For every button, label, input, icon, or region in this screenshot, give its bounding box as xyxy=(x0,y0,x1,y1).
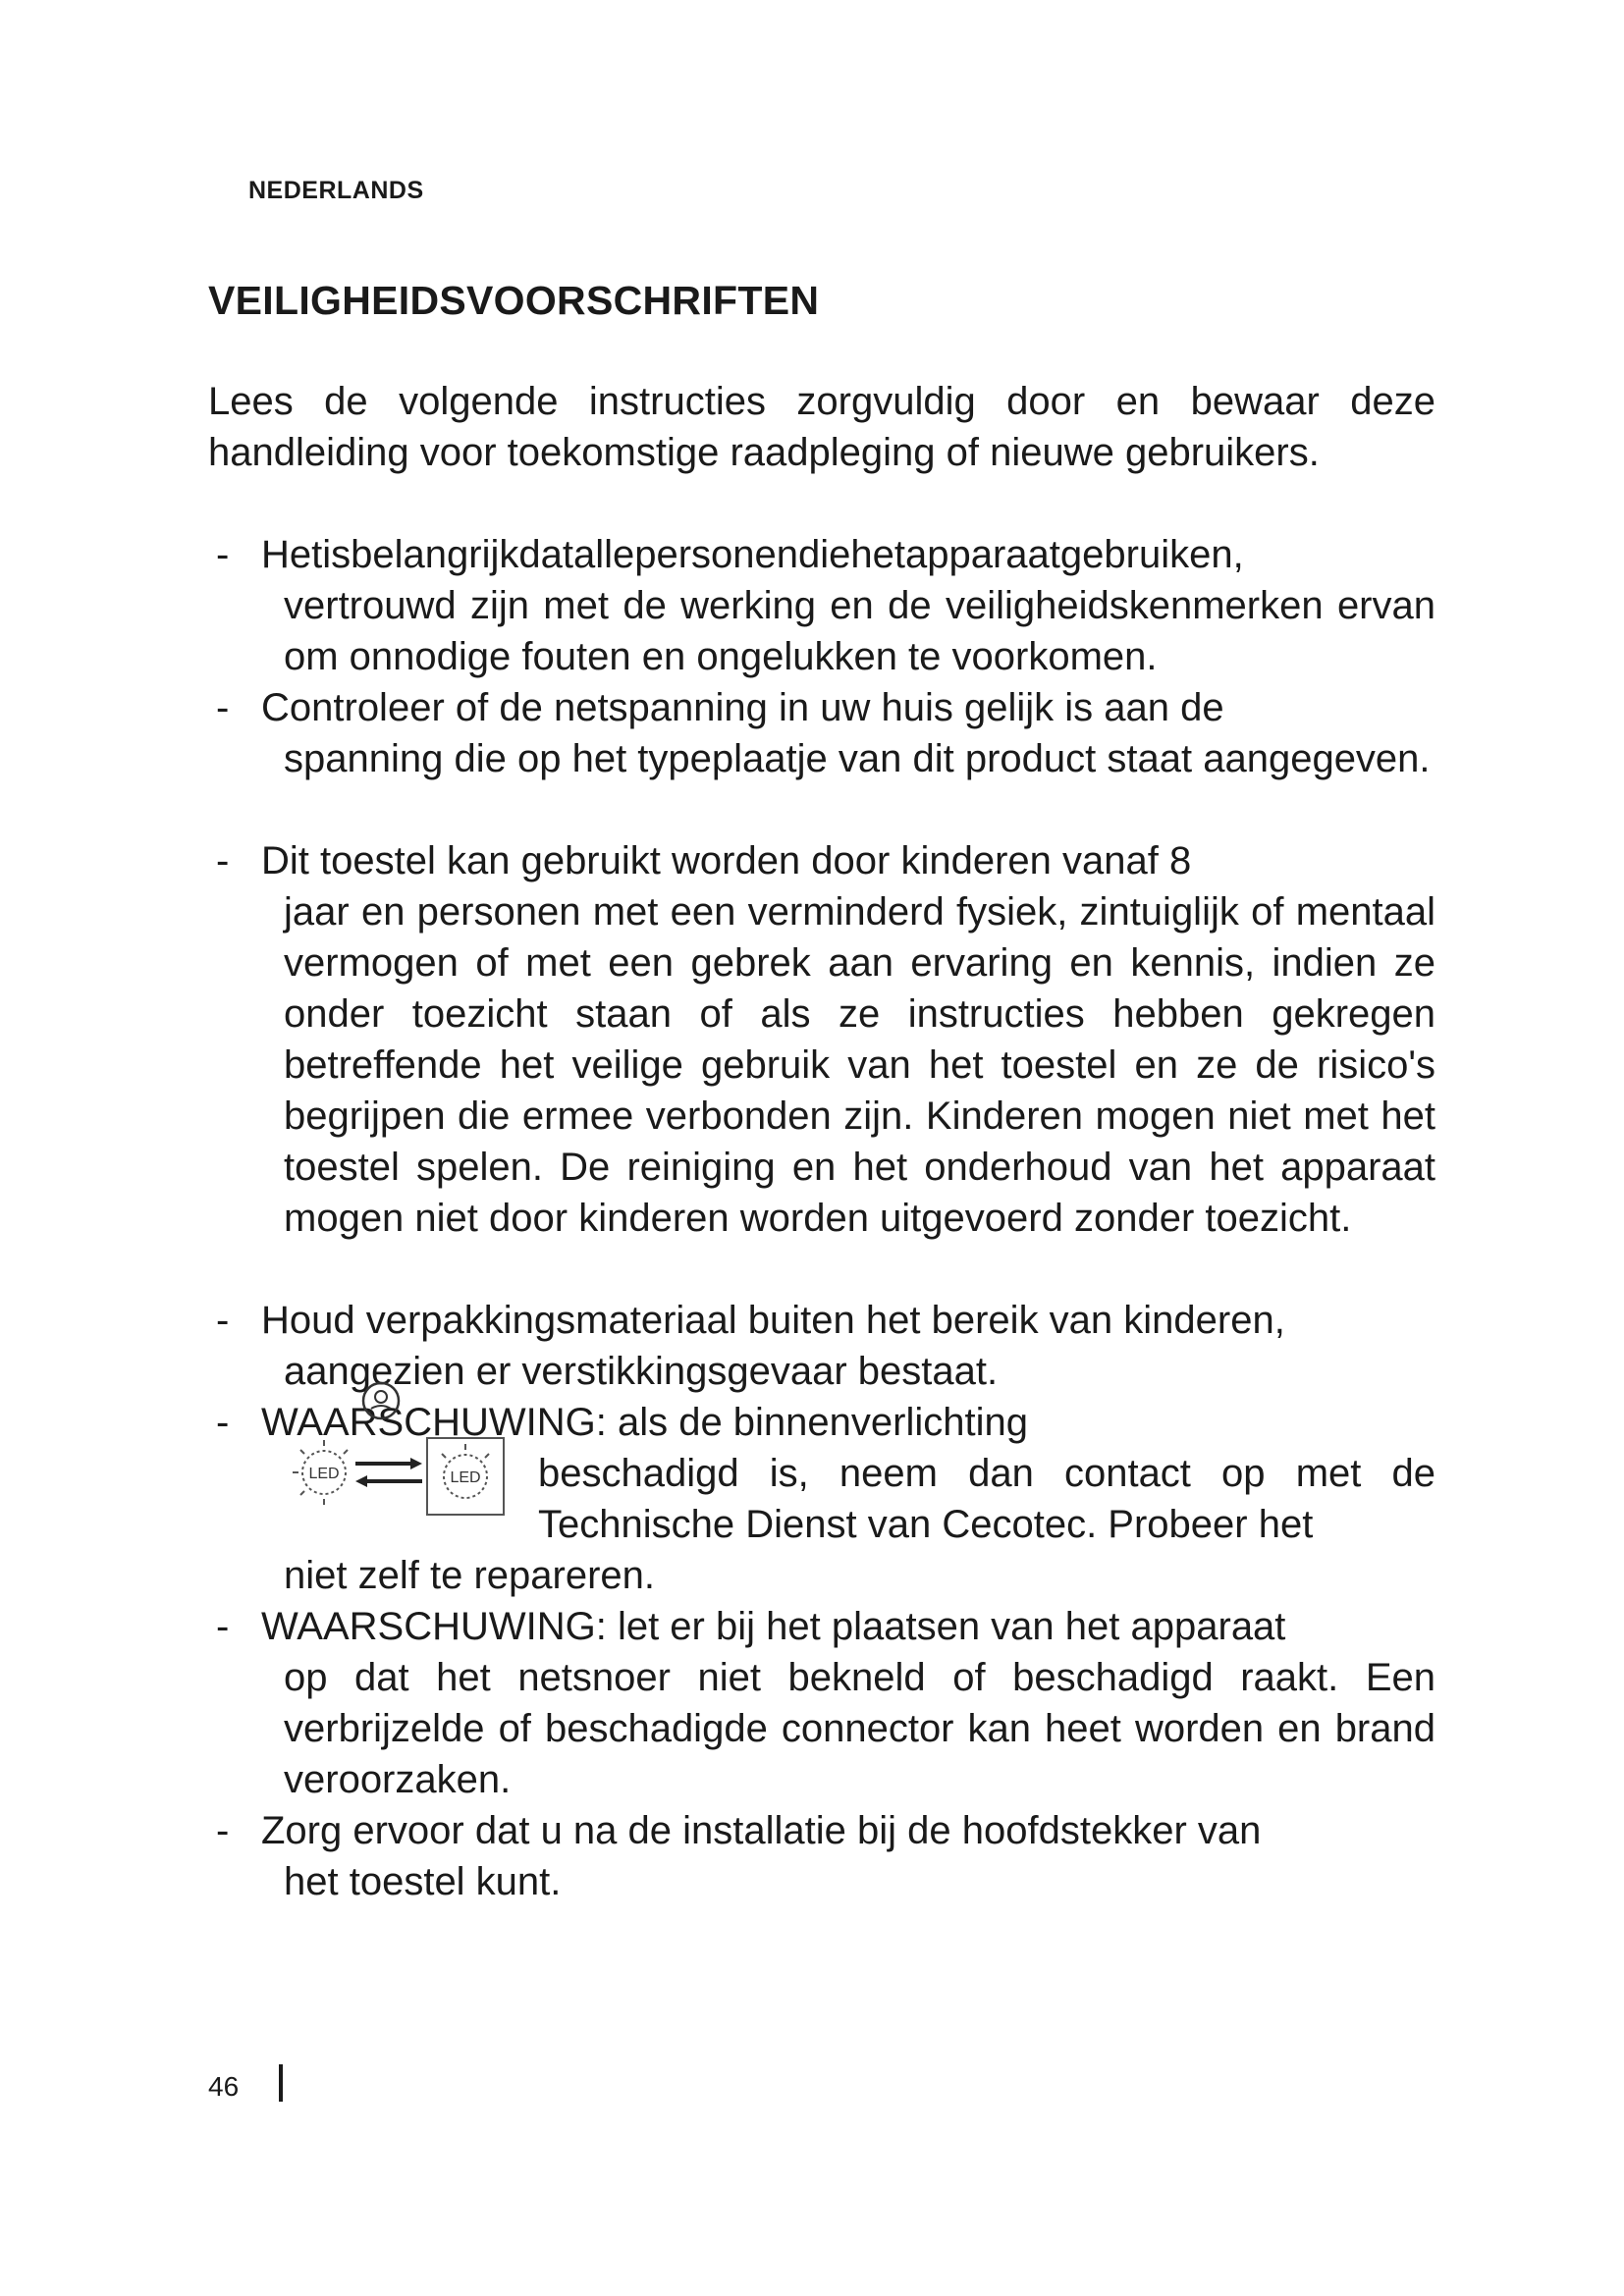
bullet-dash: - xyxy=(216,1299,230,1342)
item-continuation: vertrouwd zijn met de werking en de veiligheidskenmerken ervan om onnodige fouten en ongelukken te voorkomen. xyxy=(284,584,1435,678)
footer-divider xyxy=(279,2064,283,2102)
swap-arrows-icon xyxy=(355,1458,422,1487)
bullet-dash: - xyxy=(216,1605,230,1648)
list-item xyxy=(208,1805,1435,1907)
bullet-dash: - xyxy=(216,1809,230,1852)
item-continuation: jaar en personen met een verminderd fysiek, zintuiglijk of mentaal vermogen of met een gebrek aan ervaring en kennis, indien ze onder toezicht staan of als ze instructies hebben gekregen betreffende het veilige gebruik van het toestel en ze de risico's begrijpen die ermee verbonden zijn. Kinderen mogen niet met het toestel spelen. De reiniging en het onderhoud van het apparaat mogen niet door kinderen worden uitgevoerd zonder toezicht. xyxy=(284,890,1435,1240)
item-continuation: aangezien er verstikkingsgevaar bestaat. xyxy=(284,1350,999,1393)
item-first-line: Hetisbelangrijkdatallepersonendiehetapparaatgebruiken, xyxy=(261,533,1244,576)
item-first-line: WAARSCHUWING: als de binnenverlichting xyxy=(261,1401,1028,1444)
bullet-dash: - xyxy=(216,1401,230,1444)
item-first-line: WAARSCHUWING: let er bij het plaatsen van het apparaat xyxy=(261,1605,1286,1648)
item-continuation-tail: niet zelf te repareren. xyxy=(284,1554,655,1597)
intro-paragraph: Lees de volgende instructies zorgvuldig door en bewaar deze handleiding voor toekomstige raadpleging of nieuwe gebruikers. xyxy=(208,380,1435,474)
item-first-line: Zorg ervoor dat u na de installatie bij de hoofdstekker van xyxy=(261,1809,1262,1852)
list-item xyxy=(208,1601,1435,1805)
list-item xyxy=(208,682,1435,784)
led-replacement-icon xyxy=(285,1379,511,1536)
item-first-line: Dit toestel kan gebruikt worden door kinderen vanaf 8 xyxy=(261,839,1192,882)
page-number: 46 xyxy=(208,2071,240,2102)
list-item xyxy=(208,529,1435,682)
svg-text:LED: LED xyxy=(308,1466,340,1482)
bullet-dash: - xyxy=(216,686,230,729)
bullet-dash: - xyxy=(216,839,230,882)
item-continuation: spanning die op het typeplaatje van dit product staat aangegeven. xyxy=(284,737,1431,780)
led-right-icon xyxy=(427,1438,504,1515)
led-left-icon xyxy=(293,1440,348,1505)
item-first-line: Houd verpakkingsmateriaal buiten het bereik van kinderen, xyxy=(261,1299,1285,1342)
bullet-dash: - xyxy=(216,533,230,576)
item-continuation: het toestel kunt. xyxy=(284,1860,562,1903)
item-continuation: beschadigd is, neem dan contact op met de Technische Dienst van Cecotec. Probeer het xyxy=(538,1452,1435,1546)
list-item xyxy=(208,835,1435,1244)
item-first-line: Controleer of de netspanning in uw huis gelijk is aan de xyxy=(261,686,1224,729)
section-title: VEILIGHEIDSVOORSCHRIFTEN xyxy=(208,278,820,323)
technician-icon xyxy=(363,1383,399,1418)
language-label: NEDERLANDS xyxy=(248,177,424,204)
svg-text:LED: LED xyxy=(450,1469,481,1486)
item-continuation: op dat het netsnoer niet bekneld of beschadigd raakt. Een verbrijzelde of beschadigde connector kan heet worden en brand veroorzaken. xyxy=(284,1656,1435,1801)
